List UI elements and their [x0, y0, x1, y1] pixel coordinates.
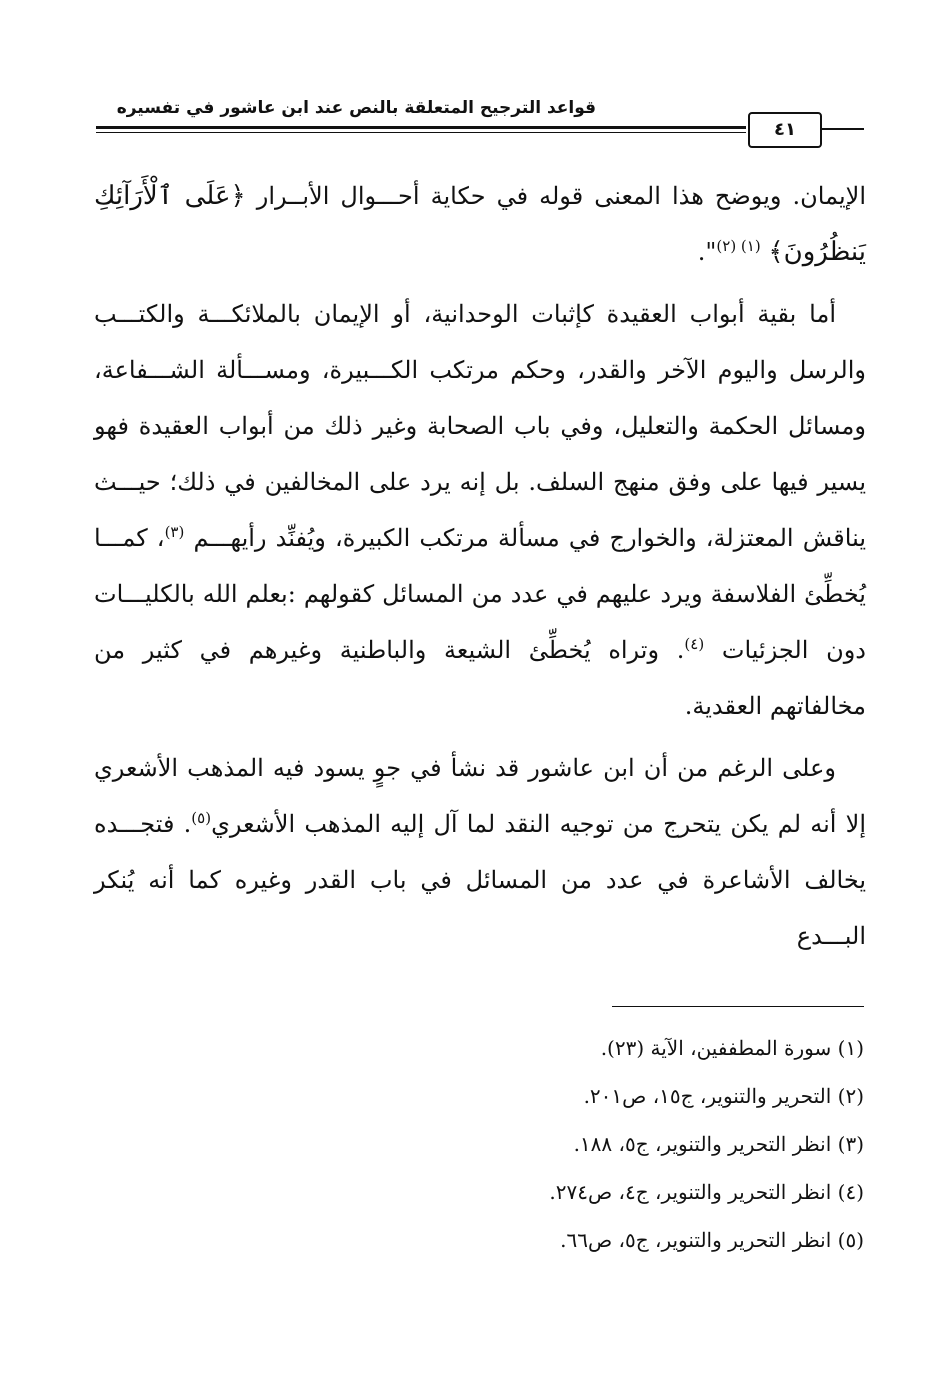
running-header-title: قواعد الترجيح المتعلقة بالنص عند ابن عاشور في تفسيره [116, 98, 596, 118]
footnote-ref-4: (٤) [684, 635, 705, 653]
header-rule [96, 126, 746, 129]
body-text [94, 168, 866, 964]
footnote-ref-3: (٣) [164, 523, 185, 541]
header-rule-tail [818, 128, 864, 130]
footnote-5: (٥) انظر التحرير والتنوير، ج٥، ص٦٦. [560, 1228, 864, 1252]
quran-verse: ﴿عَلَى ٱلْأَرَآئِكِ يَنظُرُونَ﴾ [94, 181, 866, 267]
footnotes [200, 1024, 864, 1264]
footnote-1: (١) سورة المطففين، الآية (٢٣). [600, 1036, 864, 1060]
footnote-ref-5: (٥) [191, 809, 212, 827]
paragraph-2-part-a: أما بقية أبواب العقيدة كإثبات الوحدانية، أو الإيمان بالملائكـــة والكتـــب والرسل واليوم الآخر والقدر، وحكم مرتكب الكـــبيرة، ومســـألة الشـــفاعة، ومسائل الحكمة والتعليل، وفي باب الصحابة وغير ذلك من أبواب العقيدة فهو يسير فيها على وفق منهج السلف. بل إنه يرد على المخالفين في ذلك؛ حيـــث يناقش المعتزلة، والخوارج في مسألة مرتكب الكبيرة، ويُفنِّد رأيهـــم [94, 300, 866, 552]
paragraph-1-text: الإيمان. ويوضح هذا المعنى قوله في حكاية أحـــوال الأبــرار [256, 182, 867, 210]
page-number-box: ٤١ [748, 112, 822, 148]
paragraph-3 [94, 740, 866, 964]
paragraph-3-part-b: . فتجـــده يخالف الأشاعرة في عدد من المسائل في باب القدر وغيره كما أنه يُنكر البـــدع [94, 810, 866, 950]
footnote-3: (٣) انظر التحرير والتنوير، ج٥، ١٨٨. [573, 1132, 864, 1156]
footnote-2: (٢) التحرير والتنوير، ج١٥، ص٢٠١. [583, 1084, 864, 1108]
paragraph-2 [94, 286, 866, 734]
paragraph-1 [94, 168, 866, 280]
paragraph-3-part-a: وعلى الرغم من أن ابن عاشور قد نشأ في جوٍ يسود فيه المذهب الأشعري إلا أنه لم يكن يتحرج من توجيه النقد لما آل إليه المذهب الأشعري [94, 754, 867, 838]
footnote-ref-1-2: (١) (٢) [716, 237, 761, 255]
footnote-4: (٤) انظر التحرير والتنوير، ج٤، ص٢٧٤. [549, 1180, 864, 1204]
paragraph-1-end: ". [697, 238, 717, 266]
header-rule-thin [96, 132, 746, 133]
paragraph-2-part-b: ، كمـــا يُخطِّئ الفلاسفة ويرد عليهم في عدد من المسائل كقولهم :بعلم الله بالكليـــات دون الجزئيات [94, 524, 866, 664]
footnote-separator [612, 1006, 864, 1007]
paragraph-2-part-c: . وتراه يُخطِّئ الشيعة والباطنية وغيرهم في كثير من مخالفاتهم العقدية. [94, 636, 866, 720]
